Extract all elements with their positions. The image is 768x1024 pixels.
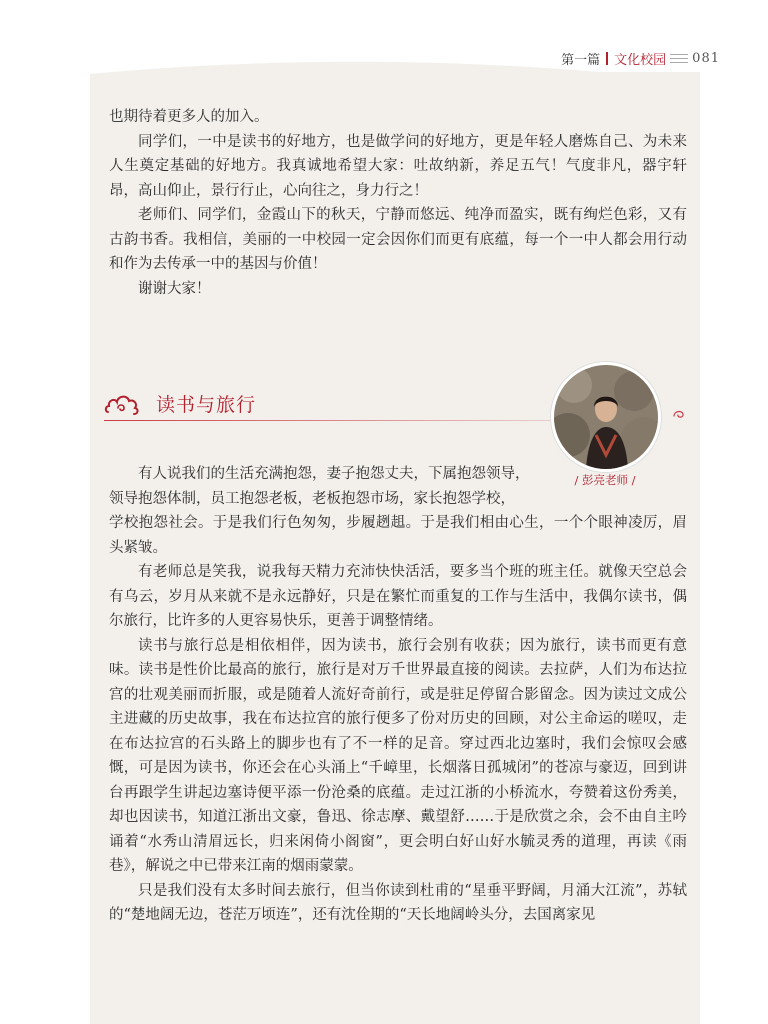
paragraph: 老师们、同学们，金霞山下的秋天，宁静而悠远、纯净而盈实，既有绚烂色彩，又有古韵书香。我相信，美丽的一中校园一定会因你们而更有底蕴，每一个一中人都会用行动和作为去传承一中的基因与价值！ [109,207,687,272]
paragraph: 同学们，一中是读书的好地方，也是做学问的好地方，更是年轻人磨炼自己、为未来人生奠定基础的好地方。我真诚地希望大家：吐故纳新，养足五气！气度非凡，器宇轩昂，高山仰止，景行行止，心向往之，身力行之！ [109,133,687,199]
author-caption: / 彭亮老师 / [574,473,636,487]
section-label: 文化校园 [614,52,667,68]
author-portrait-image [554,365,658,469]
cloud-icon [104,388,140,418]
paragraph: 读书与旅行总是相依相伴，因为读书，旅行会别有收获；因为旅行，读书而更有意味。读书是性价比最高的旅行，旅行是对万千世界最直接的阅读。去拉萨，人们为布达拉宫的壮观美丽而折服，或是随着人流好奇前行，或是驻足停留合影留念。因为读过文成公主进藏的历史故事，我在布达拉宫的旅行便多了份对历史的回顾，对公主命运的嗟叹，走在布达拉宫的石头路上的脚步也有了不一样的足音。穿过西北边塞时，我们会惊叹会感慨，可是因为读书，你还会在心头涌上“千嶂里，长烟落日孤城闭”的苍凉与豪迈，回到讲台再跟学生讲起边塞诗便平添一份沧桑的底蕴。走过江浙的小桥流水，夸赞着这份秀美，却也因读书，知道江浙出文豪，鲁迅、徐志摩、戴望舒……于是欣赏之余，会不由自主吟诵着“水秀山清眉远长，归来闲倚小阁窗”，更会明白好山好水毓灵秀的道理，再读《雨巷》，解说之中已带来江南的烟雨蒙蒙。 [109,637,687,874]
article-title: 读书与旅行 [156,393,257,416]
paragraph: 只是我们没有太多时间去旅行，但当你读到杜甫的“星垂平野阔，月涌大江流”，苏轼的“楚地阔无边，苍茫万顷连”，还有沈佺期的“天长地阔岭头分，去国离家见 [109,882,687,923]
paragraph: 谢谢大家！ [138,280,211,297]
article-body [109,462,687,928]
intro-text [109,105,687,301]
paragraph-line: 领导抱怨体制，员工抱怨老板，老板抱怨市场，家长抱怨学校， [109,490,515,507]
title-underline [104,420,580,421]
article-title-row [104,388,256,418]
author-photo [551,362,661,472]
swirl-icon [672,408,686,420]
paragraph: 也期待着更多人的加入。 [109,109,269,125]
paragraph: 有老师总是笑我，说我每天精力充沛快快活活，要多当个班的班主任。就像天空总会有乌云，岁月从来就不是永远静好，只是在繁忙而重复的工作与生活中，我偶尔读书，偶尔旅行，比许多的人更容易快乐，更善于调整情绪。 [109,564,687,629]
page-number: 081 [692,50,720,66]
paragraph: 学校抱怨社会。于是我们行色匆匆，步履趔趄。于是我们相由心生，一个个眼神凌厉，眉头紧皱。 [109,515,687,556]
part-label: 第一篇 [561,52,601,68]
paragraph-line: 有人说我们的生活充满抱怨，妻子抱怨丈夫，下属抱怨领导， [138,466,530,482]
